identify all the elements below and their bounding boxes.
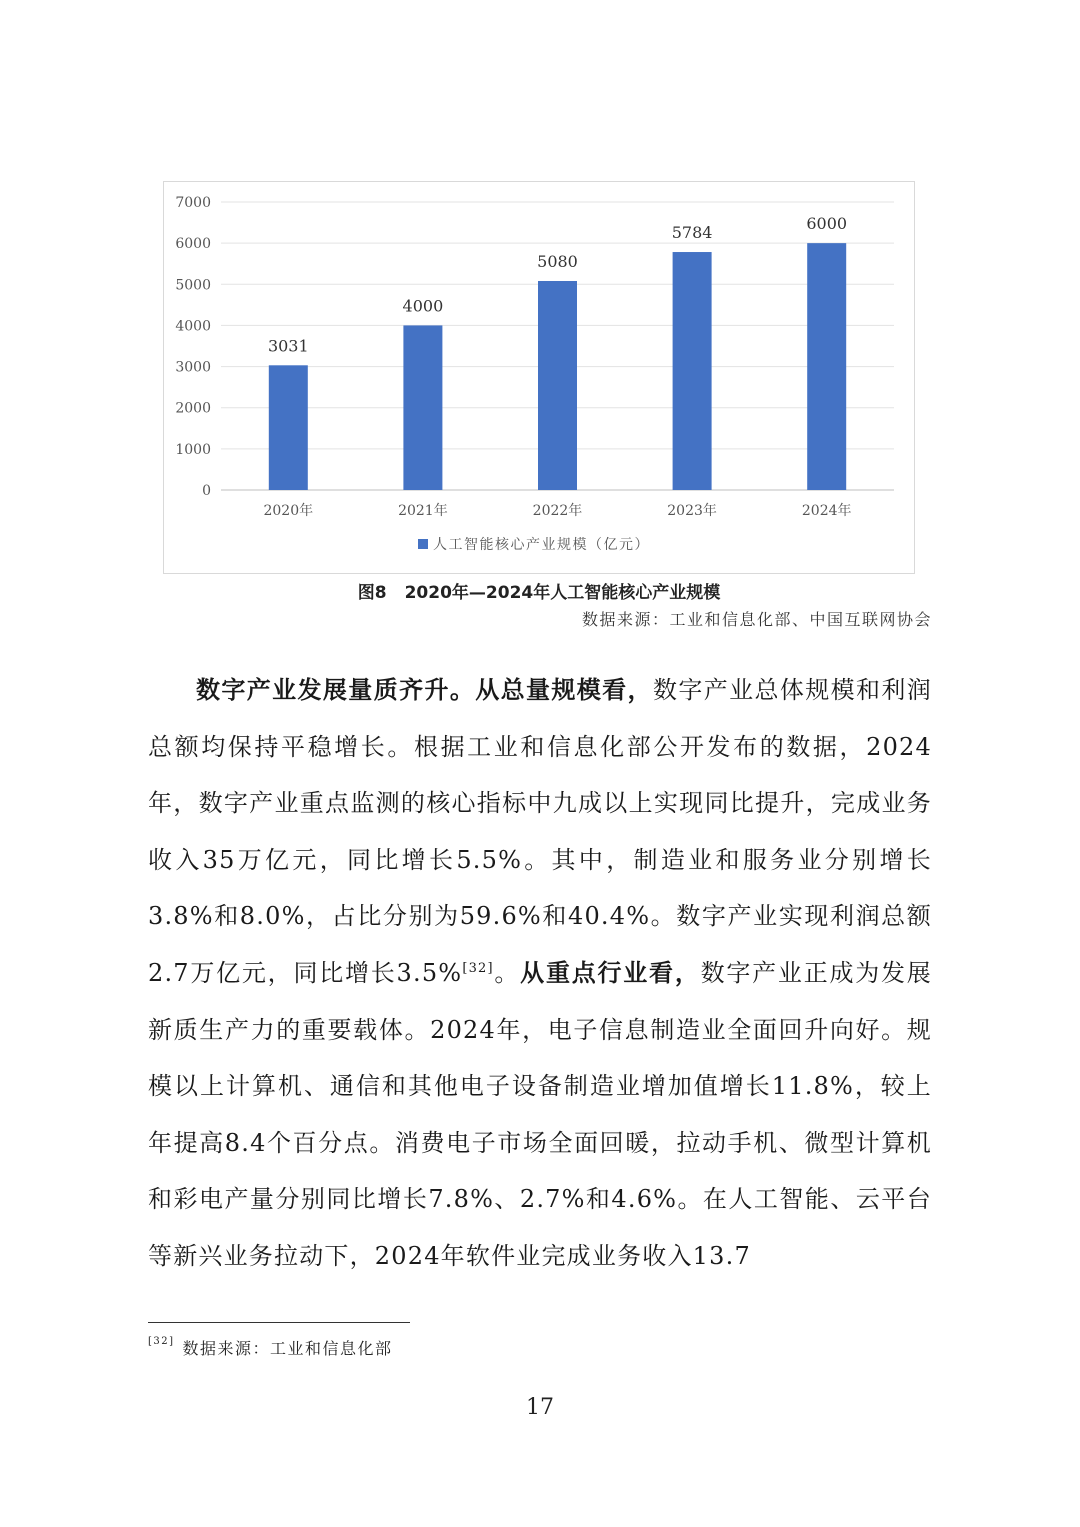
- bar-chart: [164, 182, 914, 573]
- data-label: 5784: [671, 223, 713, 243]
- y-tick-label: 3000: [175, 359, 211, 376]
- data-label: 4000: [402, 296, 444, 316]
- bar-4: [807, 243, 846, 490]
- legend-label: 人工智能核心产业规模（亿元）: [433, 537, 650, 553]
- bar-1: [403, 325, 442, 490]
- footnote-divider: [148, 1322, 410, 1323]
- page-number: 17: [526, 1395, 554, 1420]
- paragraph-text-1: 数字产业总体规模和利润总额均保持平稳增长。根据工业和信息化部公开发布的数据，2024年，数字产业重点监测的核心指标中九成以上实现同比提升，完成业务收入35万亿元，同比增长5.5%。其中，制造业和服务业分别增长3.8%和8.0%，占比分别为59.6%和40.4%。数字产业实现利润总额2.7万亿元，同比增长3.5%: [148, 676, 932, 987]
- footnote-ref[interactable]: [32]: [462, 960, 494, 976]
- chart-container: [163, 181, 915, 574]
- x-tick-label: 2022年: [532, 503, 583, 519]
- y-tick-label: 6000: [175, 236, 211, 253]
- y-tick-label: 4000: [175, 318, 211, 335]
- y-tick-label: 2000: [175, 400, 211, 417]
- body-paragraph: [148, 662, 932, 1285]
- x-tick-label: 2021年: [398, 503, 448, 519]
- y-tick-label: 0: [202, 483, 211, 499]
- footnote-text: 数据来源：工业和信息化部: [182, 1339, 393, 1358]
- data-label: 6000: [806, 214, 848, 234]
- bold-lead-1: 数字产业发展量质齐升。从总量规模看，: [196, 676, 653, 704]
- paragraph-text-2: 。: [493, 958, 521, 987]
- x-tick-label: 2023年: [667, 503, 717, 519]
- data-label: 5080: [537, 251, 578, 271]
- figure-source: 数据来源：工业和信息化部、中国互联网协会: [581, 610, 932, 629]
- legend-swatch: [418, 539, 428, 549]
- y-tick-label: 5000: [175, 277, 211, 294]
- y-tick-label: 7000: [175, 195, 211, 211]
- bar-0: [269, 365, 308, 490]
- paragraph-text-3: 数字产业正成为发展新质生产力的重要载体。2024年，电子信息制造业全面回升向好。规模以上计算机、通信和其他电子设备制造业增加值增长11.8%，较上年提高8.4个百分点。消费电子市场全面回暖，拉动手机、微型计算机和彩电产量分别同比增长7.8%、2.7%和4.6%。在人工智能、云平台等新兴业务拉动下，2024年软件业完成业务收入13.7: [148, 958, 932, 1270]
- data-label: 3031: [267, 336, 309, 356]
- y-tick-label: 1000: [175, 441, 211, 458]
- bar-3: [673, 252, 712, 490]
- x-tick-label: 2024年: [801, 503, 852, 519]
- x-tick-label: 2020年: [263, 503, 314, 519]
- footnote: [148, 1336, 393, 1359]
- bar-2: [538, 281, 577, 490]
- figure-title: 2020年—2024年人工智能核心产业规模: [404, 583, 721, 603]
- footnote-number: [32]: [148, 1336, 175, 1347]
- bold-lead-2: 从重点行业看，: [520, 958, 701, 987]
- figure-caption: [163, 578, 915, 603]
- figure-number: 图8: [357, 583, 387, 603]
